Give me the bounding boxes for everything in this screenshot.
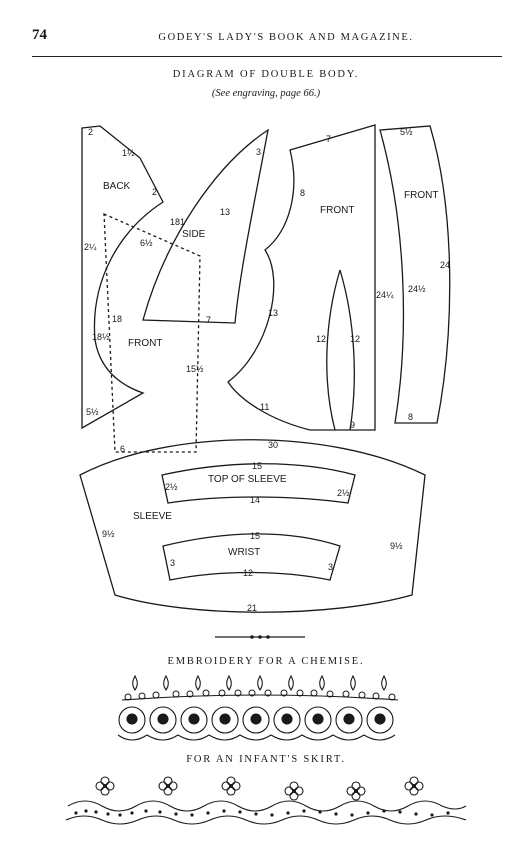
side-piece-outline	[143, 130, 268, 323]
sleeve-dim: 21	[247, 603, 258, 613]
infant-skirt-section-title: FOR AN INFANT'S SKIRT.	[186, 754, 346, 765]
back-dim: 2	[152, 187, 158, 197]
side-label: SIDE	[182, 229, 206, 240]
front-middle-dim: 11	[260, 402, 270, 412]
front-dotted-outline	[104, 214, 200, 452]
infant-skirt-embroidery	[66, 777, 466, 824]
back-dim: 2	[88, 127, 94, 137]
back-label: BACK	[103, 181, 131, 192]
front-dotted-dim: 15½	[186, 364, 204, 374]
top-of-sleeve-dim: 15	[252, 461, 263, 471]
front-middle-label: FRONT	[320, 205, 355, 216]
front-right-label: FRONT	[404, 190, 439, 201]
front-right-dim: 24	[440, 260, 451, 270]
side-dim: 13	[220, 207, 231, 217]
back-dim: 5½	[86, 407, 99, 417]
front-right-dim: 8	[408, 412, 414, 422]
front-dotted-dim: 18	[112, 314, 123, 324]
front-dotted-dim: 6	[120, 444, 126, 454]
side-dim: 6½	[140, 238, 153, 248]
front-middle-dim: 8	[300, 188, 306, 198]
side-dim: 7	[206, 315, 212, 325]
diagram-reference: (See engraving, page 66.)	[211, 88, 321, 99]
front-middle-dim: 9	[350, 420, 356, 430]
top-of-sleeve-dim: 2½	[337, 488, 350, 498]
wrist-dim: 3	[170, 558, 176, 568]
front-middle-dim: 13	[268, 308, 279, 318]
wrist-label: WRIST	[228, 547, 261, 558]
front-right-dim: 24½	[408, 284, 426, 294]
front-right-outline	[380, 126, 450, 423]
back-dim: 1½	[122, 148, 135, 158]
back-dim: 2¼	[84, 242, 97, 252]
back-piece-outline	[82, 126, 163, 428]
front-middle-outline	[228, 125, 375, 430]
top-of-sleeve-dim: 14	[250, 495, 261, 505]
front-dart-outline	[327, 270, 355, 430]
sleeve-dim: 30	[268, 440, 279, 450]
wrist-dim: 12	[243, 568, 254, 578]
diagram-title: DIAGRAM OF DOUBLE BODY.	[172, 69, 360, 80]
side-dim: 3	[256, 147, 262, 157]
sleeve-dim: 9½	[390, 541, 403, 551]
side-dim: 181	[170, 217, 186, 227]
front-right-dim: 24¼	[376, 290, 394, 300]
top-of-sleeve-label: TOP OF SLEEVE	[208, 474, 287, 485]
sleeve-label: SLEEVE	[133, 511, 172, 522]
wrist-dim: 15	[250, 531, 261, 541]
front-middle-dim: 12	[350, 334, 361, 344]
top-of-sleeve-dim: 2½	[165, 482, 178, 492]
ornament-divider	[215, 635, 305, 639]
chemise-embroidery	[118, 676, 398, 740]
front-middle-dim: 12	[316, 334, 327, 344]
chemise-section-title: EMBROIDERY FOR A CHEMISE.	[167, 656, 365, 667]
back-dim: 18½	[92, 332, 110, 342]
page-number: 74	[32, 27, 47, 43]
sleeve-dim: 9½	[102, 529, 115, 539]
wrist-dim: 3	[328, 562, 334, 572]
front-middle-dim: 7	[326, 134, 332, 144]
front-right-dim: 5½	[400, 127, 413, 137]
running-head: GODEY'S LADY'S BOOK AND MAGAZINE.	[158, 32, 414, 43]
front-dotted-label: FRONT	[128, 338, 163, 349]
